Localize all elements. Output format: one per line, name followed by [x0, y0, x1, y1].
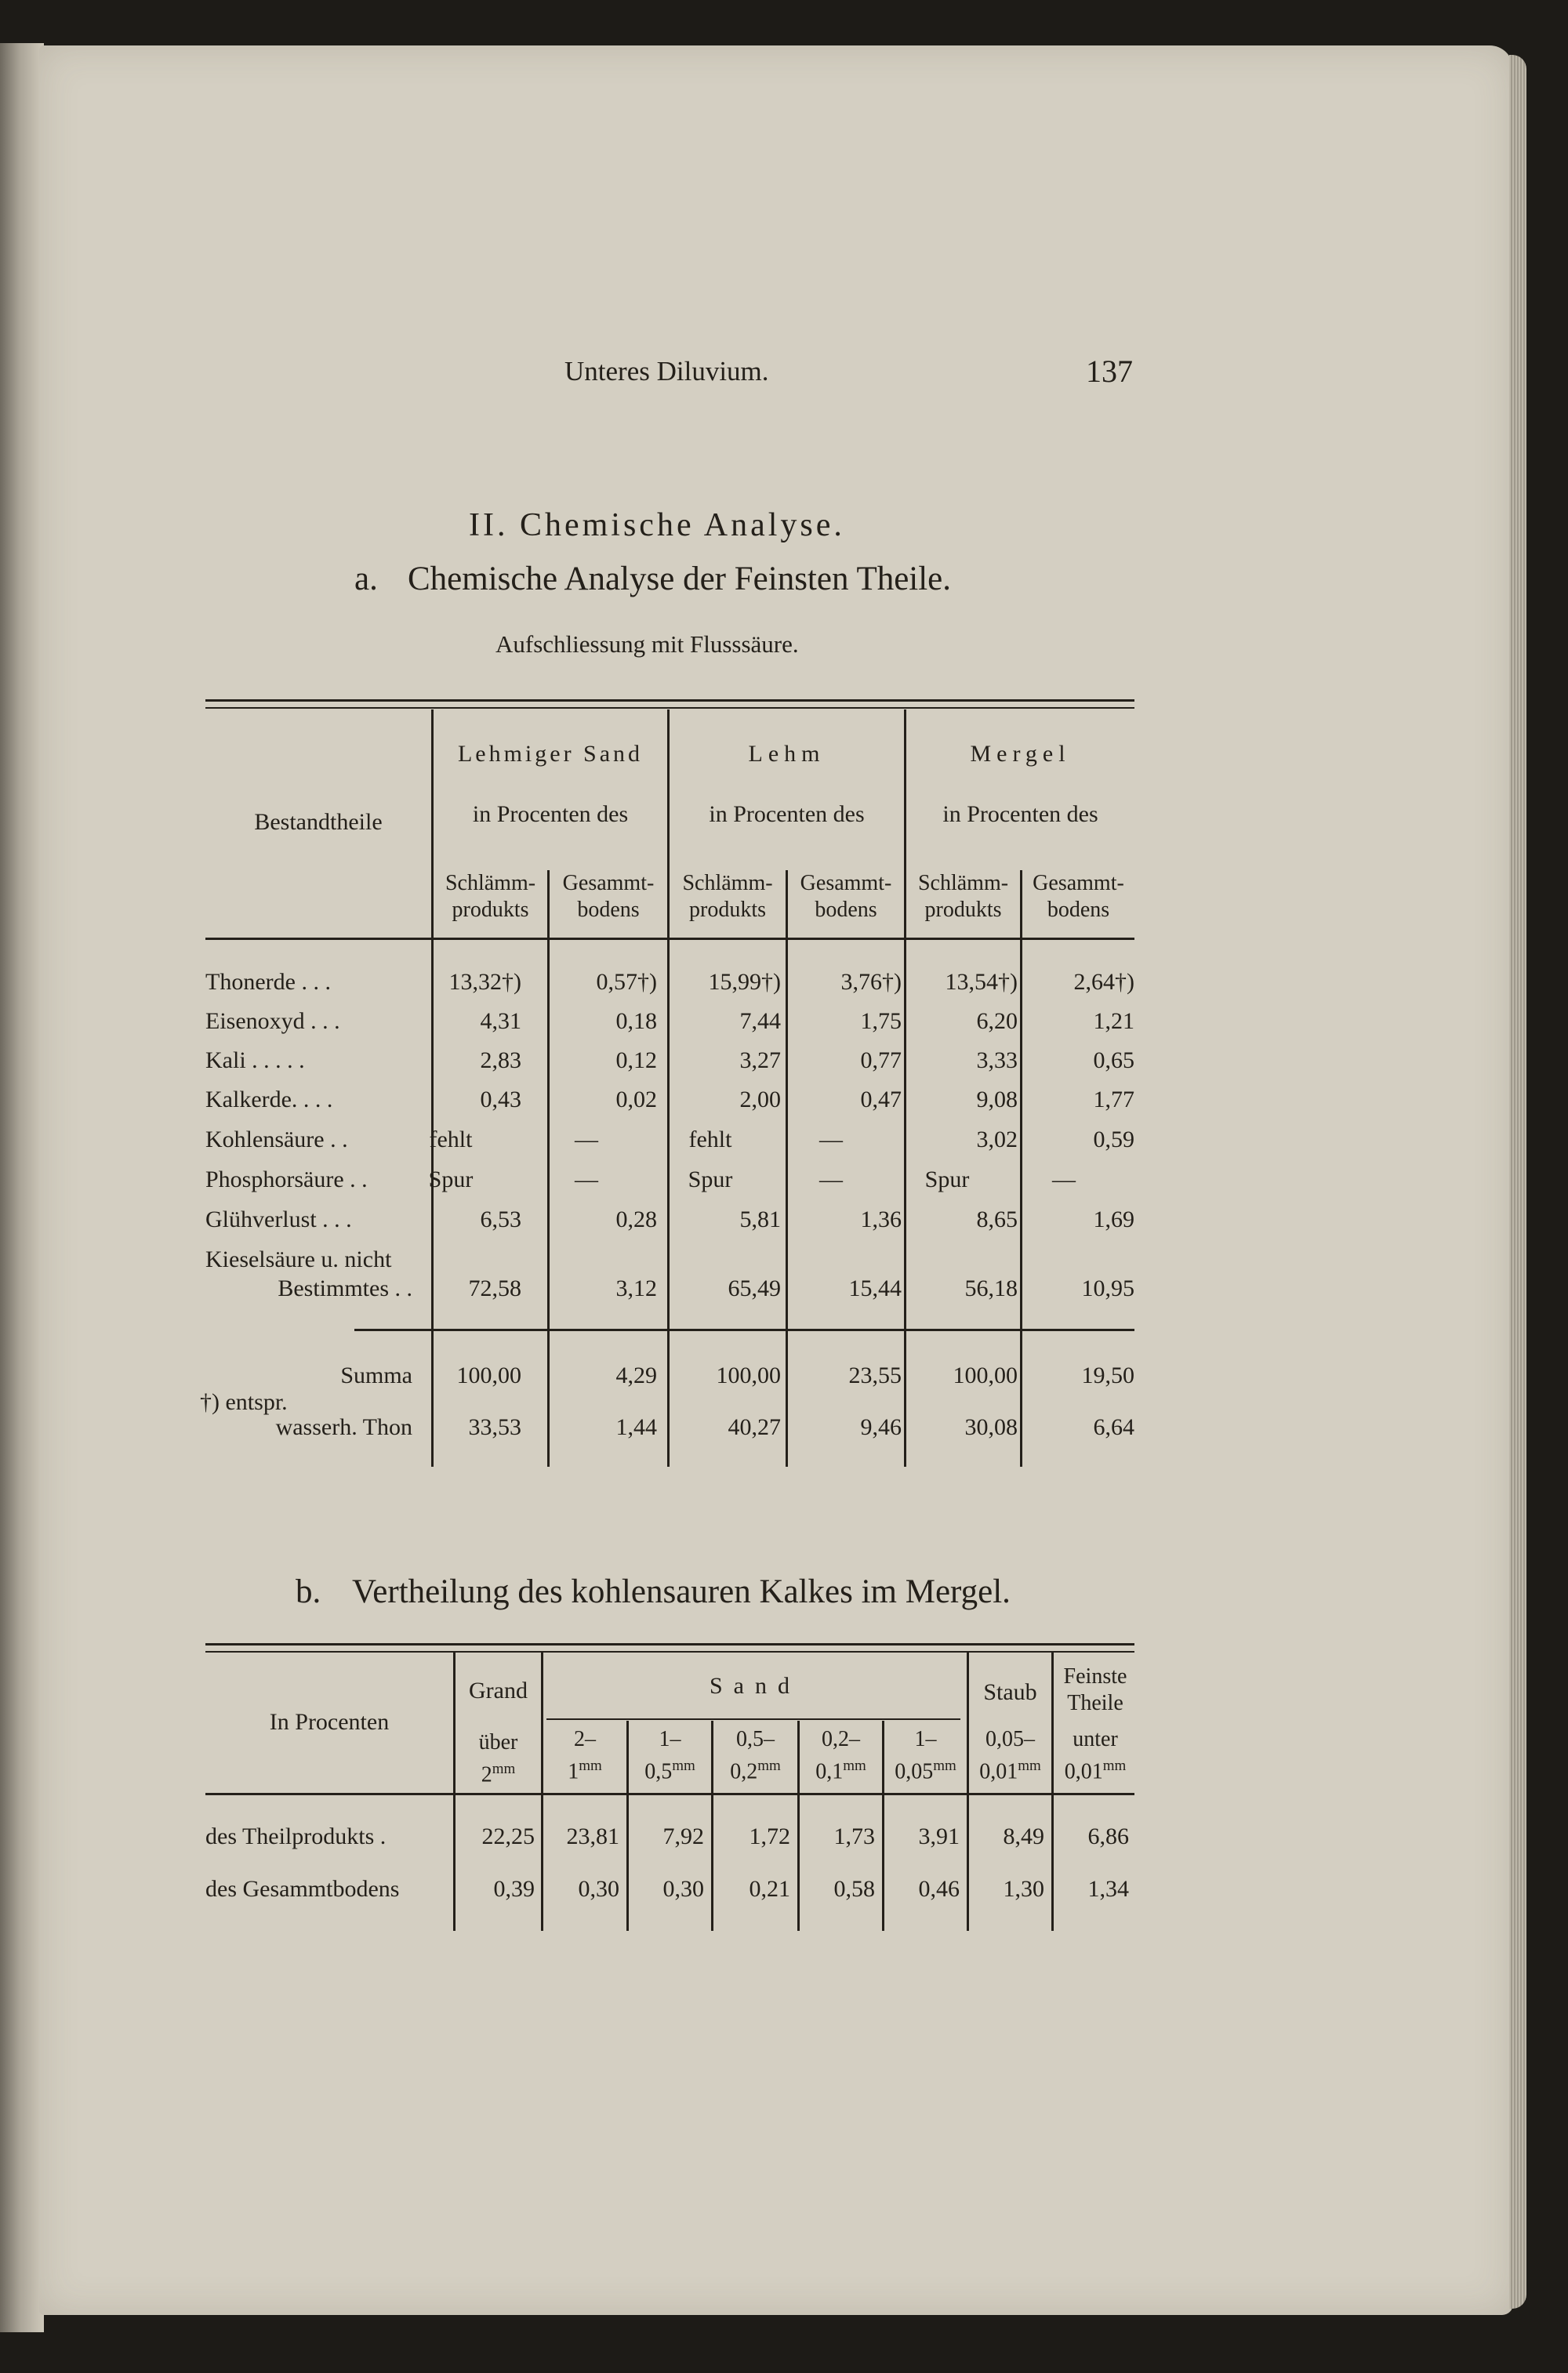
- table-cell: 7,92: [662, 1823, 704, 1849]
- unit-mm: mm: [757, 1758, 781, 1774]
- col-header-bestandtheile: Bestandtheile: [254, 809, 383, 835]
- sand-col-top: 1–: [659, 1727, 681, 1751]
- table-a-top-rule: [205, 699, 1134, 702]
- subcol-schlamm-2: [670, 870, 786, 923]
- part-b-title-text: Vertheilung des kohlensauren Kalkes im Mergel.: [352, 1573, 1011, 1610]
- table-a-summa-rule: [354, 1329, 1134, 1331]
- summa-label: Summa: [340, 1362, 412, 1388]
- table-cell: 0,77: [860, 1047, 902, 1073]
- subcol-line-a: Schlämm-: [445, 871, 536, 895]
- group-sub-3: in Procenten des: [942, 801, 1098, 827]
- table-cell: 13,32†): [448, 969, 521, 995]
- table-cell: 0,57†): [596, 969, 657, 995]
- table-cell: 72,58: [468, 1275, 521, 1301]
- thon-cell: 6,64: [1093, 1414, 1134, 1440]
- subcol-schlamm-1: [434, 870, 547, 923]
- table-a-header-rule: [205, 938, 1134, 940]
- sand-col-1: [543, 1726, 626, 1785]
- table-cell: 1,77: [1093, 1087, 1134, 1112]
- table-cell: —: [819, 1127, 843, 1152]
- subcol-line-b: produkts: [689, 898, 766, 922]
- table-cell: Spur: [924, 1167, 970, 1192]
- unit-mm: mm: [1018, 1758, 1041, 1774]
- table-cell: 3,12: [615, 1275, 657, 1301]
- sand-col-2: [629, 1726, 711, 1785]
- part-a-label: a.: [354, 561, 378, 597]
- row-label: des Gesammtbodens: [205, 1876, 400, 1902]
- table-cell: 0,46: [918, 1876, 960, 1902]
- thon-cell: 30,08: [964, 1414, 1018, 1440]
- unit-mm: mm: [933, 1758, 956, 1774]
- table-cell: 0,21: [749, 1876, 790, 1902]
- group-header-lehm: Lehm: [748, 741, 826, 767]
- table-cell: 1,75: [860, 1008, 902, 1034]
- table-cell: 65,49: [728, 1275, 781, 1301]
- thon-label-b: wasserh. Thon: [275, 1414, 412, 1440]
- subcol-line-b: bodens: [815, 898, 877, 922]
- table-cell: 10,95: [1081, 1275, 1134, 1301]
- summa-cell: 19,50: [1081, 1362, 1134, 1388]
- table-cell: 9,08: [976, 1087, 1018, 1112]
- table-cell: 2,64†): [1073, 969, 1134, 995]
- summa-cell: 100,00: [456, 1362, 521, 1388]
- table-cell: 15,99†): [708, 969, 781, 995]
- subcol-schlamm-3: [906, 870, 1020, 923]
- row-label: Kohlensäure . .: [205, 1127, 348, 1152]
- table-cell: 4,31: [480, 1008, 521, 1034]
- sand-col-top: 0,5–: [736, 1727, 775, 1751]
- table-cell: 1,36: [860, 1206, 902, 1232]
- table-cell: 2,83: [480, 1047, 521, 1073]
- sand-col-bot: 0,5: [644, 1759, 673, 1784]
- sand-col-bot: 1: [568, 1759, 579, 1784]
- sand-col-3: [713, 1726, 797, 1785]
- table-cell: 15,44: [848, 1275, 902, 1301]
- table-cell: 0,59: [1093, 1127, 1134, 1152]
- sand-col-top: 0,2–: [822, 1727, 860, 1751]
- unit-mm: mm: [1102, 1758, 1127, 1774]
- table-cell: Spur: [428, 1167, 474, 1192]
- row-label: Kali . . . . .: [205, 1047, 305, 1073]
- table-cell: 13,54†): [945, 969, 1018, 995]
- table-b-top-rule-2: [205, 1651, 1134, 1653]
- unit-mm: mm: [843, 1758, 866, 1774]
- row-label: Kalkerde. . . .: [205, 1087, 333, 1112]
- table-cell: 22,25: [481, 1823, 535, 1849]
- row-label: Glühverlust . . .: [205, 1206, 352, 1232]
- table-cell: 1,73: [833, 1823, 875, 1849]
- table-b-header-rule: [205, 1793, 1134, 1795]
- table-cell: 0,28: [615, 1206, 657, 1232]
- sand-col-top: 1–: [914, 1727, 937, 1751]
- summa-cell: 4,29: [615, 1362, 657, 1388]
- feinste-num: 0,01: [1064, 1759, 1103, 1784]
- subcol-line-b: produkts: [924, 898, 1002, 922]
- sand-col-4: [800, 1726, 882, 1785]
- row-label-a: Kieselsäure u. nicht: [205, 1246, 392, 1272]
- section-title: II. Chemische Analyse.: [469, 507, 845, 543]
- table-cell: 3,91: [918, 1823, 960, 1849]
- col-header-sand: Sand: [710, 1673, 800, 1699]
- subcol-gesammt-1: [550, 870, 667, 923]
- table-cell: 0,43: [480, 1087, 521, 1112]
- table-cell: 0,02: [615, 1087, 657, 1112]
- sand-col-bot: 0,1: [815, 1759, 844, 1784]
- summa-cell: 100,00: [716, 1362, 781, 1388]
- table-cell: 56,18: [964, 1275, 1018, 1301]
- group-sub-1: in Procenten des: [472, 801, 629, 827]
- table-cell: 0,65: [1093, 1047, 1134, 1073]
- feinste-range: [1054, 1726, 1137, 1785]
- row-label: Eisenoxyd . . .: [205, 1008, 340, 1034]
- col-header-in-procenten: In Procenten: [269, 1709, 390, 1735]
- table-cell: 23,81: [566, 1823, 619, 1849]
- table-cell: 2,00: [739, 1087, 781, 1112]
- subcol-line-a: Schlämm-: [917, 871, 1009, 895]
- col-header-feinste: [1054, 1664, 1137, 1717]
- row-label: Phosphorsäure . .: [205, 1167, 368, 1192]
- table-cell: 0,30: [662, 1876, 704, 1902]
- table-cell: —: [1052, 1167, 1076, 1192]
- table-a-top-rule-2: [205, 707, 1134, 709]
- table-cell: 6,20: [976, 1008, 1018, 1034]
- table-cell: fehlt: [688, 1127, 732, 1152]
- thon-label-a: †) entspr.: [200, 1389, 288, 1415]
- table-cell: 0,18: [615, 1008, 657, 1034]
- table-cell: —: [575, 1127, 598, 1152]
- table-cell: Spur: [688, 1167, 733, 1192]
- table-cell: 1,69: [1093, 1206, 1134, 1232]
- table-cell: 1,21: [1093, 1008, 1134, 1034]
- part-a-title: [354, 560, 951, 598]
- grand-num: 2: [481, 1762, 492, 1787]
- table-b-top-rule: [205, 1643, 1134, 1645]
- table-cell: 3,76†): [840, 969, 902, 995]
- table-b-sand-rule: [546, 1718, 960, 1720]
- thon-cell: 40,27: [728, 1414, 781, 1440]
- table-cell: 3,27: [739, 1047, 781, 1073]
- subcol-line-b: bodens: [577, 898, 640, 922]
- table-cell: 8,65: [976, 1206, 1018, 1232]
- subcol-line-a: Gesammt-: [562, 871, 655, 895]
- staub-range: [969, 1726, 1051, 1785]
- table-cell: 0,47: [860, 1087, 902, 1112]
- feinste-line-b: Theile: [1067, 1691, 1123, 1715]
- summa-cell: 100,00: [953, 1362, 1018, 1388]
- staub-top: 0,05–: [985, 1727, 1035, 1751]
- page-number: 137: [1086, 354, 1133, 389]
- table-cell: fehlt: [429, 1127, 473, 1152]
- table-cell: —: [819, 1167, 843, 1192]
- sand-col-bot: 0,2: [730, 1759, 758, 1784]
- sand-col-5: [884, 1726, 967, 1785]
- table-cell: 0,12: [615, 1047, 657, 1073]
- table-cell: 0,39: [493, 1876, 535, 1902]
- grand-sub-word: über: [478, 1730, 518, 1754]
- summa-cell: 23,55: [848, 1362, 902, 1388]
- thon-cell: 9,46: [860, 1414, 902, 1440]
- table-cell: 1,34: [1087, 1876, 1129, 1902]
- col-header-staub: Staub: [983, 1679, 1037, 1705]
- subcol-gesammt-3: [1022, 870, 1134, 923]
- facing-page-edge: [0, 43, 44, 2332]
- group-header-mergel: Mergel: [970, 741, 1071, 767]
- subcol-gesammt-2: [788, 870, 904, 923]
- table-cell: 6,86: [1087, 1823, 1129, 1849]
- part-a-subtitle: Aufschliessung mit Flusssäure.: [495, 630, 799, 658]
- sand-col-top: 2–: [574, 1727, 596, 1751]
- staub-bot: 0,01: [979, 1759, 1018, 1784]
- col-header-grand: Grand: [469, 1678, 528, 1704]
- unit-mm: mm: [579, 1758, 602, 1774]
- table-cell: 3,02: [976, 1127, 1018, 1152]
- sand-col-bot: 0,05: [895, 1759, 934, 1784]
- thon-cell: 1,44: [615, 1414, 657, 1440]
- subcol-line-b: bodens: [1047, 898, 1110, 922]
- row-label: Thonerde . . .: [205, 969, 331, 995]
- feinste-sub-word: unter: [1073, 1727, 1118, 1751]
- group-header-lehmiger-sand: Lehmiger Sand: [457, 741, 644, 767]
- table-cell: 1,30: [1003, 1876, 1044, 1902]
- subcol-line-a: Schlämm-: [682, 871, 773, 895]
- row-label: des Theilprodukts .: [205, 1823, 387, 1849]
- table-cell: 6,53: [480, 1206, 521, 1232]
- part-b-title: [296, 1573, 1011, 1611]
- thon-cell: 33,53: [468, 1414, 521, 1440]
- unit-mm: mm: [492, 1761, 516, 1777]
- unit-mm: mm: [672, 1758, 695, 1774]
- running-head: Unteres Diluvium.: [564, 356, 769, 386]
- table-cell: 8,49: [1003, 1823, 1044, 1849]
- part-b-label: b.: [296, 1573, 321, 1610]
- feinste-line-a: Feinste: [1063, 1664, 1127, 1689]
- table-cell: 7,44: [739, 1008, 781, 1034]
- table-cell: —: [575, 1167, 598, 1192]
- col-header-grand-sub: [456, 1729, 541, 1788]
- table-cell: 3,33: [976, 1047, 1018, 1073]
- part-a-title-text: Chemische Analyse der Feinsten Theile.: [408, 561, 952, 597]
- page-stack-edge: [1509, 55, 1526, 2309]
- subcol-line-a: Gesammt-: [800, 871, 892, 895]
- table-cell: 0,30: [578, 1876, 619, 1902]
- row-label-b: Bestimmtes . .: [278, 1275, 412, 1301]
- subcol-line-b: produkts: [452, 898, 529, 922]
- table-cell: 5,81: [739, 1206, 781, 1232]
- table-cell: 1,72: [749, 1823, 790, 1849]
- group-sub-2: in Procenten des: [709, 801, 865, 827]
- table-cell: 0,58: [833, 1876, 875, 1902]
- subcol-line-a: Gesammt-: [1033, 871, 1124, 895]
